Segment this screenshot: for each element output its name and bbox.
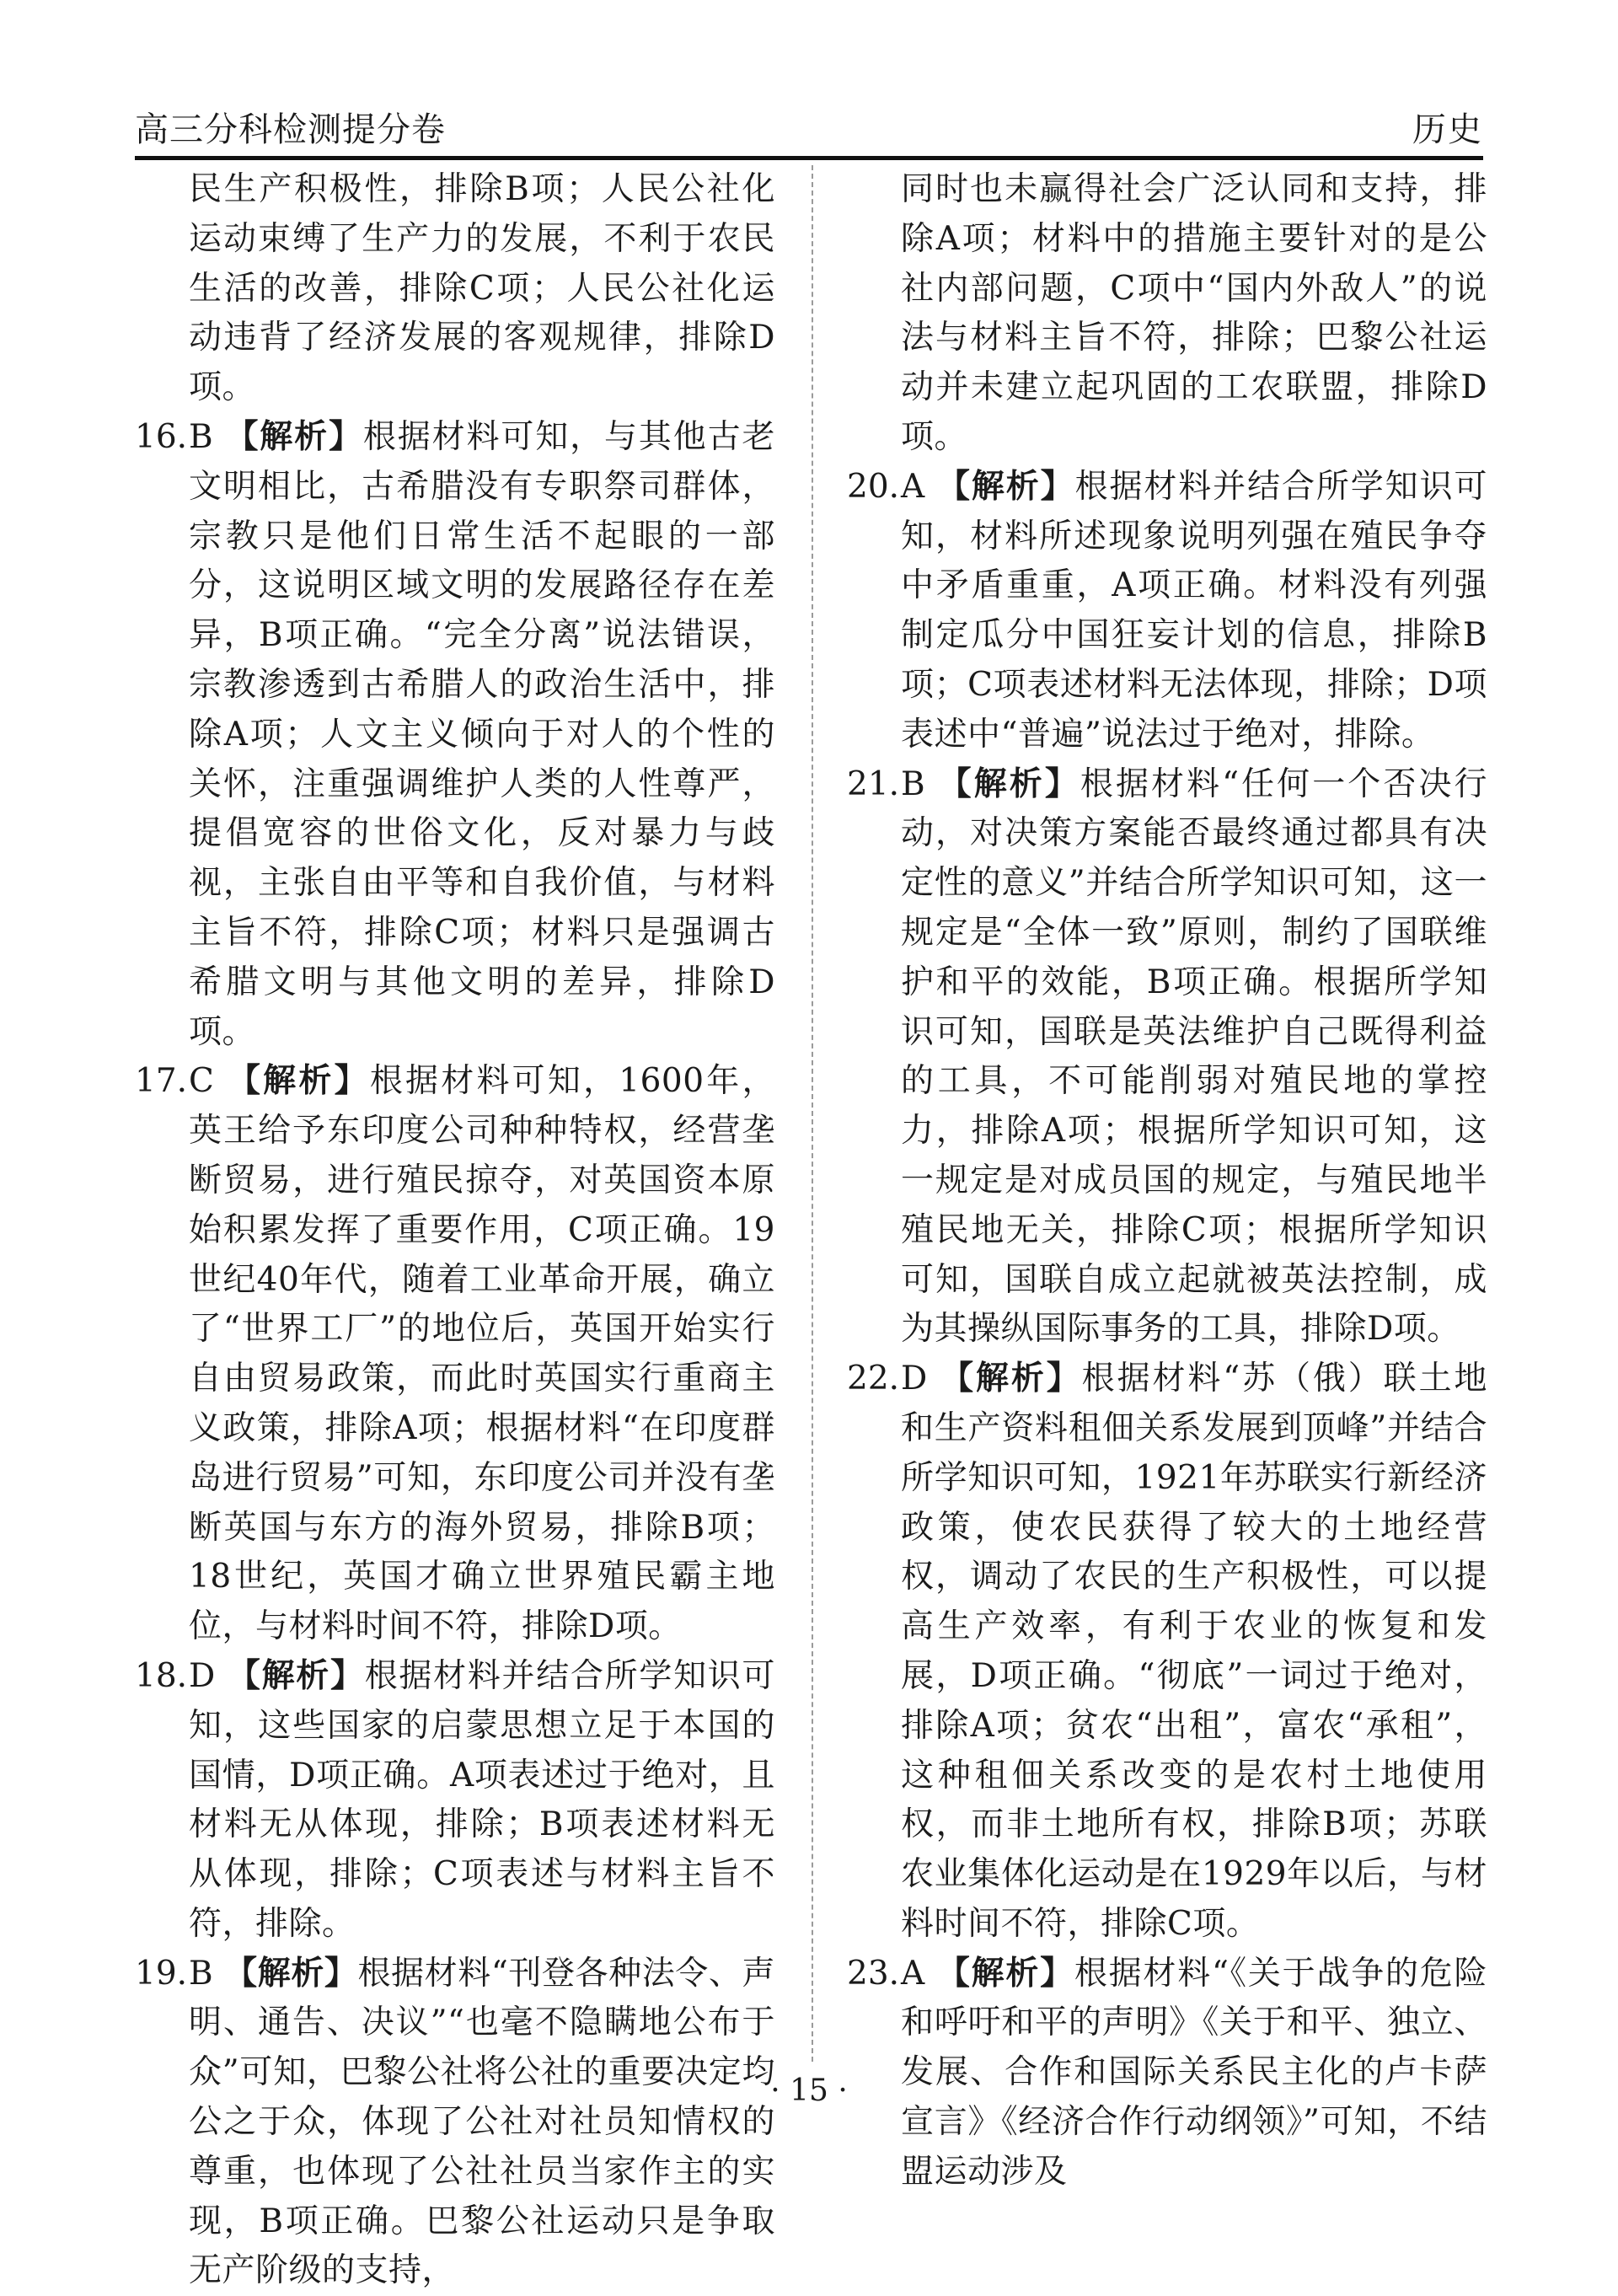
item-number: 17. bbox=[135, 1062, 188, 1101]
item-number: 23. bbox=[847, 1954, 900, 1993]
item-number: 16. bbox=[135, 417, 188, 456]
item-body bbox=[189, 1057, 775, 1652]
analysis-tag: 【解析】 bbox=[224, 1954, 358, 1993]
answer-letter: B bbox=[901, 764, 926, 803]
page-header bbox=[135, 105, 1483, 160]
answer-item bbox=[135, 1950, 775, 2296]
analysis-tag: 【解析】 bbox=[936, 1954, 1074, 1993]
item-number: 22. bbox=[847, 1360, 900, 1398]
item-body bbox=[189, 413, 775, 1057]
analysis-text: 根据材料可知，1600年，英王给予东印度公司种种特权，经营垄断贸易，进行殖民掠夺，对英国资本原始积累发挥了重要作用，C项正确。19世纪40年代，随着工业革命开展，确立了“世界工厂”的地位后，英国开始实行自由贸易政策，而此时英国实行重商主义政策，排除A项；根据材料“在印度群岛进行贸易”可知，东印度公司并没有垄断英国与东方的海外贸易，排除B项；18世纪，英国才确立世界殖民霸主地位，与材料时间不符，排除D项。 bbox=[189, 1062, 775, 1646]
analysis-text: 根据材料“苏（俄）联土地和生产资料租佃关系发展到顶峰”并结合所学知识可知，1921年苏联实行新经济政策，使农民获得了较大的土地经营权，调动了农民的生产积极性，可以提高生产效率，有利于农业的恢复和发展，D项正确。“彻底”一词过于绝对，排除A项；贫农“出租”，富农“承租”，这种租佃关系改变的是农村土地使用权，而非土地所有权，排除B项；苏联农业集体化运动是在1929年以后，与材料时间不符，排除C项。 bbox=[901, 1360, 1487, 1943]
analysis-text: 根据材料并结合所学知识可知，这些国家的启蒙思想立足于本国的国情，D项正确。A项表述过于绝对，且材料无从体现，排除；B项表述材料无从体现，排除；C项表述与材料主旨不符，排除。 bbox=[189, 1656, 775, 1943]
answer-letter: D bbox=[901, 1360, 928, 1398]
analysis-tag: 【解析】 bbox=[938, 764, 1080, 803]
answer-letter: D bbox=[189, 1656, 216, 1695]
answer-letter: C bbox=[189, 1062, 215, 1101]
answer-letter: B bbox=[189, 417, 214, 456]
answer-letter: A bbox=[901, 467, 925, 506]
item-body bbox=[901, 760, 1487, 1355]
analysis-text: 根据材料可知，与其他古老文明相比，古希腊没有专职祭司群体，宗教只是他们日常生活不起眼的一部分，这说明区域文明的发展路径存在差异，B项正确。“完全分离”说法错误，宗教渗透到古希腊人的政治生活中，排除A项；人文主义倾向于对人的个性的关怀，注重强调维护人类的人性尊严，提倡宽容的世俗文化，反对暴力与歧视，主张自由平等和自我价值，与材料主旨不符，排除C项；材料只是强调古希腊文明与其他文明的差异，排除D项。 bbox=[189, 417, 775, 1051]
item-number: 18. bbox=[135, 1656, 188, 1695]
answer-item bbox=[847, 463, 1487, 760]
analysis-text: 根据材料并结合所学知识可知，材料所述现象说明列强在殖民争夺中矛盾重重，A项正确。材料没有列强制定瓜分中国狂妄计划的信息，排除B项；C项表述材料无法体现，排除；D项表述中“普遍”说法过于绝对，排除。 bbox=[901, 467, 1487, 754]
answer-item bbox=[847, 760, 1487, 1355]
answer-item bbox=[847, 1355, 1487, 1950]
right-column bbox=[847, 165, 1487, 2191]
left-continuation-text: 民生产积极性，排除B项；人民公社化运动束缚了生产力的发展，不利于农民生活的改善，排除C项；人民公社化运动违背了经济发展的客观规律，排除D项。 bbox=[189, 170, 775, 407]
left-column bbox=[135, 165, 775, 2290]
analysis-text: 根据材料“《关于战争的危险和呼吁和平的声明》《关于和平、独立、发展、合作和国际关系民主化的卢卡萨宣言》《经济合作行动纲领》”可知，不结盟运动涉及 bbox=[901, 1954, 1487, 2191]
item-body bbox=[189, 1652, 775, 1950]
column-divider bbox=[812, 165, 815, 2062]
right-item-list bbox=[847, 463, 1487, 2197]
answer-item bbox=[135, 1652, 775, 1950]
page-number: · 15 · bbox=[770, 2073, 848, 2108]
analysis-tag: 【解析】 bbox=[227, 1062, 370, 1101]
answer-letter: A bbox=[901, 1954, 925, 1993]
item-number: 20. bbox=[847, 467, 900, 506]
analysis-tag: 【解析】 bbox=[936, 467, 1075, 506]
analysis-text: 根据材料“刊登各种法令、声明、通告、决议”“也毫不隐瞒地公布于众”可知，巴黎公社将公社的重要决定均公之于众，体现了公社对社员知情权的尊重，也体现了公社社员当家作主的实现，B项正确。巴黎公社运动只是争取无产阶级的支持， bbox=[189, 1954, 775, 2290]
item-number: 21. bbox=[847, 764, 900, 803]
item-body bbox=[901, 463, 1487, 760]
item-body bbox=[901, 1355, 1487, 1950]
analysis-tag: 【解析】 bbox=[225, 417, 363, 456]
answer-letter: B bbox=[189, 1954, 214, 1993]
right-continuation-text: 同时也未赢得社会广泛认同和支持，排除A项；材料中的措施主要针对的是公社内部问题，C项中“国内外敌人”的说法与材料主旨不符，排除；巴黎公社运动并未建立起巩固的工农联盟，排除D项。 bbox=[901, 170, 1487, 456]
item-number: 19. bbox=[135, 1954, 188, 1993]
answer-item bbox=[135, 413, 775, 1057]
analysis-text: 根据材料“任何一个否决行动，对决策方案能否最终通过都具有决定性的意义”并结合所学知识可知，这一规定是“全体一致”原则，制约了国联维护和平的效能，B项正确。根据所学知识可知，国联是英法维护自己既得利益的工具，不可能削弱对殖民地的掌控力，排除A项；根据所学知识可知，这一规定是对成员国的规定，与殖民地半殖民地无关，排除C项；根据所学知识可知，国联自成立起就被英法控制，成为其操纵国际事务的工具，排除D项。 bbox=[901, 764, 1487, 1349]
analysis-tag: 【解析】 bbox=[940, 1360, 1082, 1398]
analysis-tag: 【解析】 bbox=[227, 1656, 365, 1695]
left-item-list bbox=[135, 413, 775, 2296]
item-body bbox=[189, 1950, 775, 2296]
answer-item bbox=[135, 1057, 775, 1652]
header-subject: 历史 bbox=[1412, 110, 1483, 149]
header-title: 高三分科检测提分卷 bbox=[135, 110, 446, 149]
